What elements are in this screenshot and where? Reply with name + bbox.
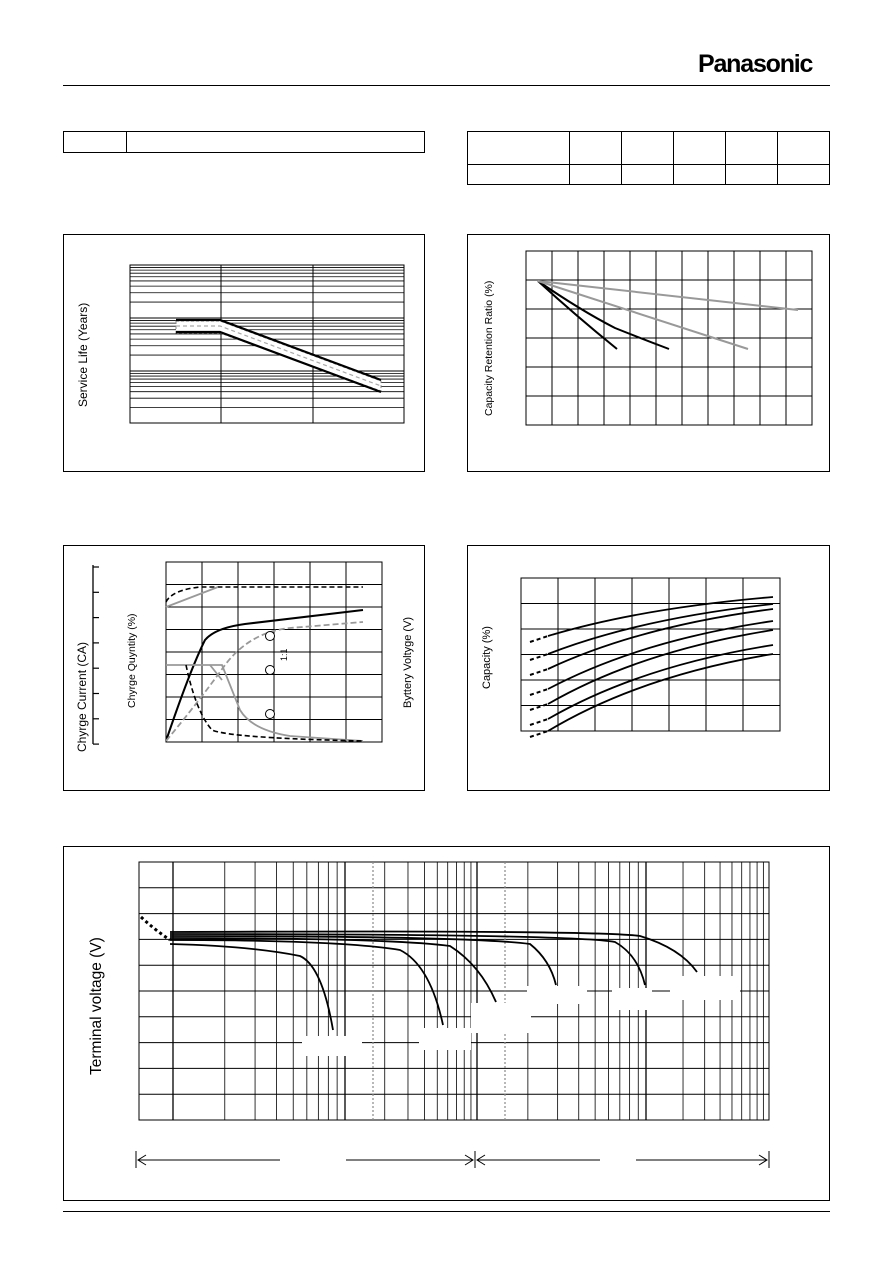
discharge-curve-4 [170, 936, 556, 985]
charge-annotation: 1:1 [279, 648, 289, 661]
service-life-ylabel: Service Life (Years) [76, 302, 90, 407]
discharge-curve-3 [170, 938, 496, 1002]
footer-rule [63, 1211, 830, 1212]
discharge-label-box [527, 986, 587, 1004]
discharge-label-box [612, 988, 652, 1010]
discharge-label-box [670, 976, 740, 1000]
capacity-ylabel: Capacity (%) [481, 626, 493, 689]
battery-voltage-ylabel: Byttery Voltyge (V) [402, 616, 414, 708]
discharge-label-box [471, 1003, 531, 1033]
charge-quantity-ylabel: Chyrge Quyntity (%) [126, 613, 138, 708]
discharge-ylabel: Terminal voltage (V) [88, 937, 105, 1075]
charge-current-ylabel: Chyrge Current (CA) [75, 641, 89, 752]
discharge-label-box [419, 1028, 471, 1050]
capacity-retention-ylabel: Capacity Retention Ratio (%) [483, 280, 495, 416]
discharge-label-box [302, 1036, 362, 1056]
discharge-start-dashed [141, 917, 170, 940]
brand-logo: Panasonic [698, 50, 813, 78]
discharge-range-arrows [136, 1151, 769, 1168]
